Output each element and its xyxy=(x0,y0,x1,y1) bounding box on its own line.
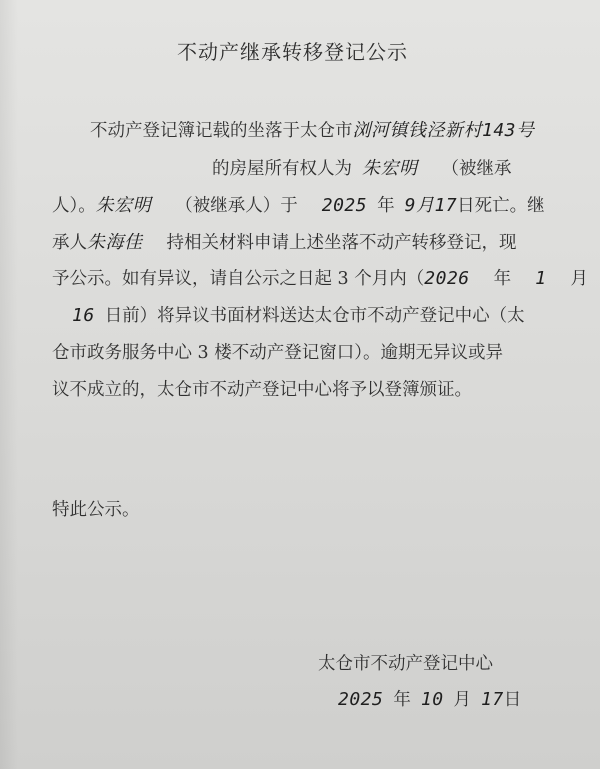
date-year-label: 年 xyxy=(393,690,411,710)
handwritten-deadline-month: 1 xyxy=(535,268,547,289)
handwritten-issue-year: 2025 xyxy=(338,689,384,710)
issuing-agency: 太仓市不动产登记中心 xyxy=(318,654,493,674)
paper-edge-shadow xyxy=(0,0,18,769)
handwritten-death-year: 2025 xyxy=(321,195,368,216)
handwritten-deadline-year: 2026 xyxy=(424,268,470,289)
body-text-segment: 议不成立的，太仓市不动产登记中心将予以登簿颁证。 xyxy=(52,380,472,400)
body-text-segment: 年 xyxy=(493,269,512,289)
body-text-segment: （被继承 xyxy=(441,159,512,179)
body-line-5 xyxy=(52,265,588,290)
handwritten-deceased: 朱宏明 xyxy=(95,195,152,216)
body-line-7 xyxy=(52,339,503,364)
handwritten-issue-day: 17 xyxy=(481,689,504,710)
body-text-segment: 不动产登记簿记载的坐落于太仓市 xyxy=(90,121,353,141)
handwritten-location: 浏河镇钱泾新村143号 xyxy=(352,120,535,141)
body-text-segment: 持相关材料申请上述坐落不动产转移登记，现 xyxy=(166,233,517,253)
handwritten-owner: 朱宏明 xyxy=(362,158,418,179)
date-month-label: 月 xyxy=(453,690,472,710)
body-line-1 xyxy=(90,116,535,142)
body-text-segment: 人）。 xyxy=(52,196,96,216)
body-text-segment: 承人 xyxy=(52,233,87,253)
handwritten-heir: 朱海佳 xyxy=(87,232,143,253)
handwritten-death-month-day: 9月17 xyxy=(404,195,458,216)
body-text-segment: 的房屋所有权人为 xyxy=(212,159,352,179)
body-text-segment: 予公示。如有异议，请自公示之日起 3 个月内（ xyxy=(52,269,425,289)
body-line-6 xyxy=(72,302,525,327)
body-line-8 xyxy=(52,376,472,401)
date-day-label: 日 xyxy=(503,690,522,710)
body-text-segment: 仓市政务服务中心 3 楼不动产登记窗口）。逾期无异议或异 xyxy=(52,343,504,363)
body-line-2 xyxy=(212,154,512,180)
body-text-segment: 年 xyxy=(377,196,395,216)
closing-statement: 特此公示。 xyxy=(52,500,140,520)
handwritten-deadline-day: 16 xyxy=(72,305,95,326)
body-text-segment: （被继承人）于 xyxy=(175,196,298,216)
body-line-3 xyxy=(52,191,545,217)
body-line-4 xyxy=(52,228,517,254)
body-text-segment: 月 xyxy=(570,269,588,289)
body-text-segment: 日前）将异议书面材料送达太仓市不动产登记中心（太 xyxy=(104,306,525,326)
handwritten-issue-month: 10 xyxy=(420,689,444,710)
notice-title: 不动产继承转移登记公示 xyxy=(177,40,408,64)
issue-date xyxy=(338,686,521,711)
body-text-segment: 日死亡。继 xyxy=(457,196,545,216)
